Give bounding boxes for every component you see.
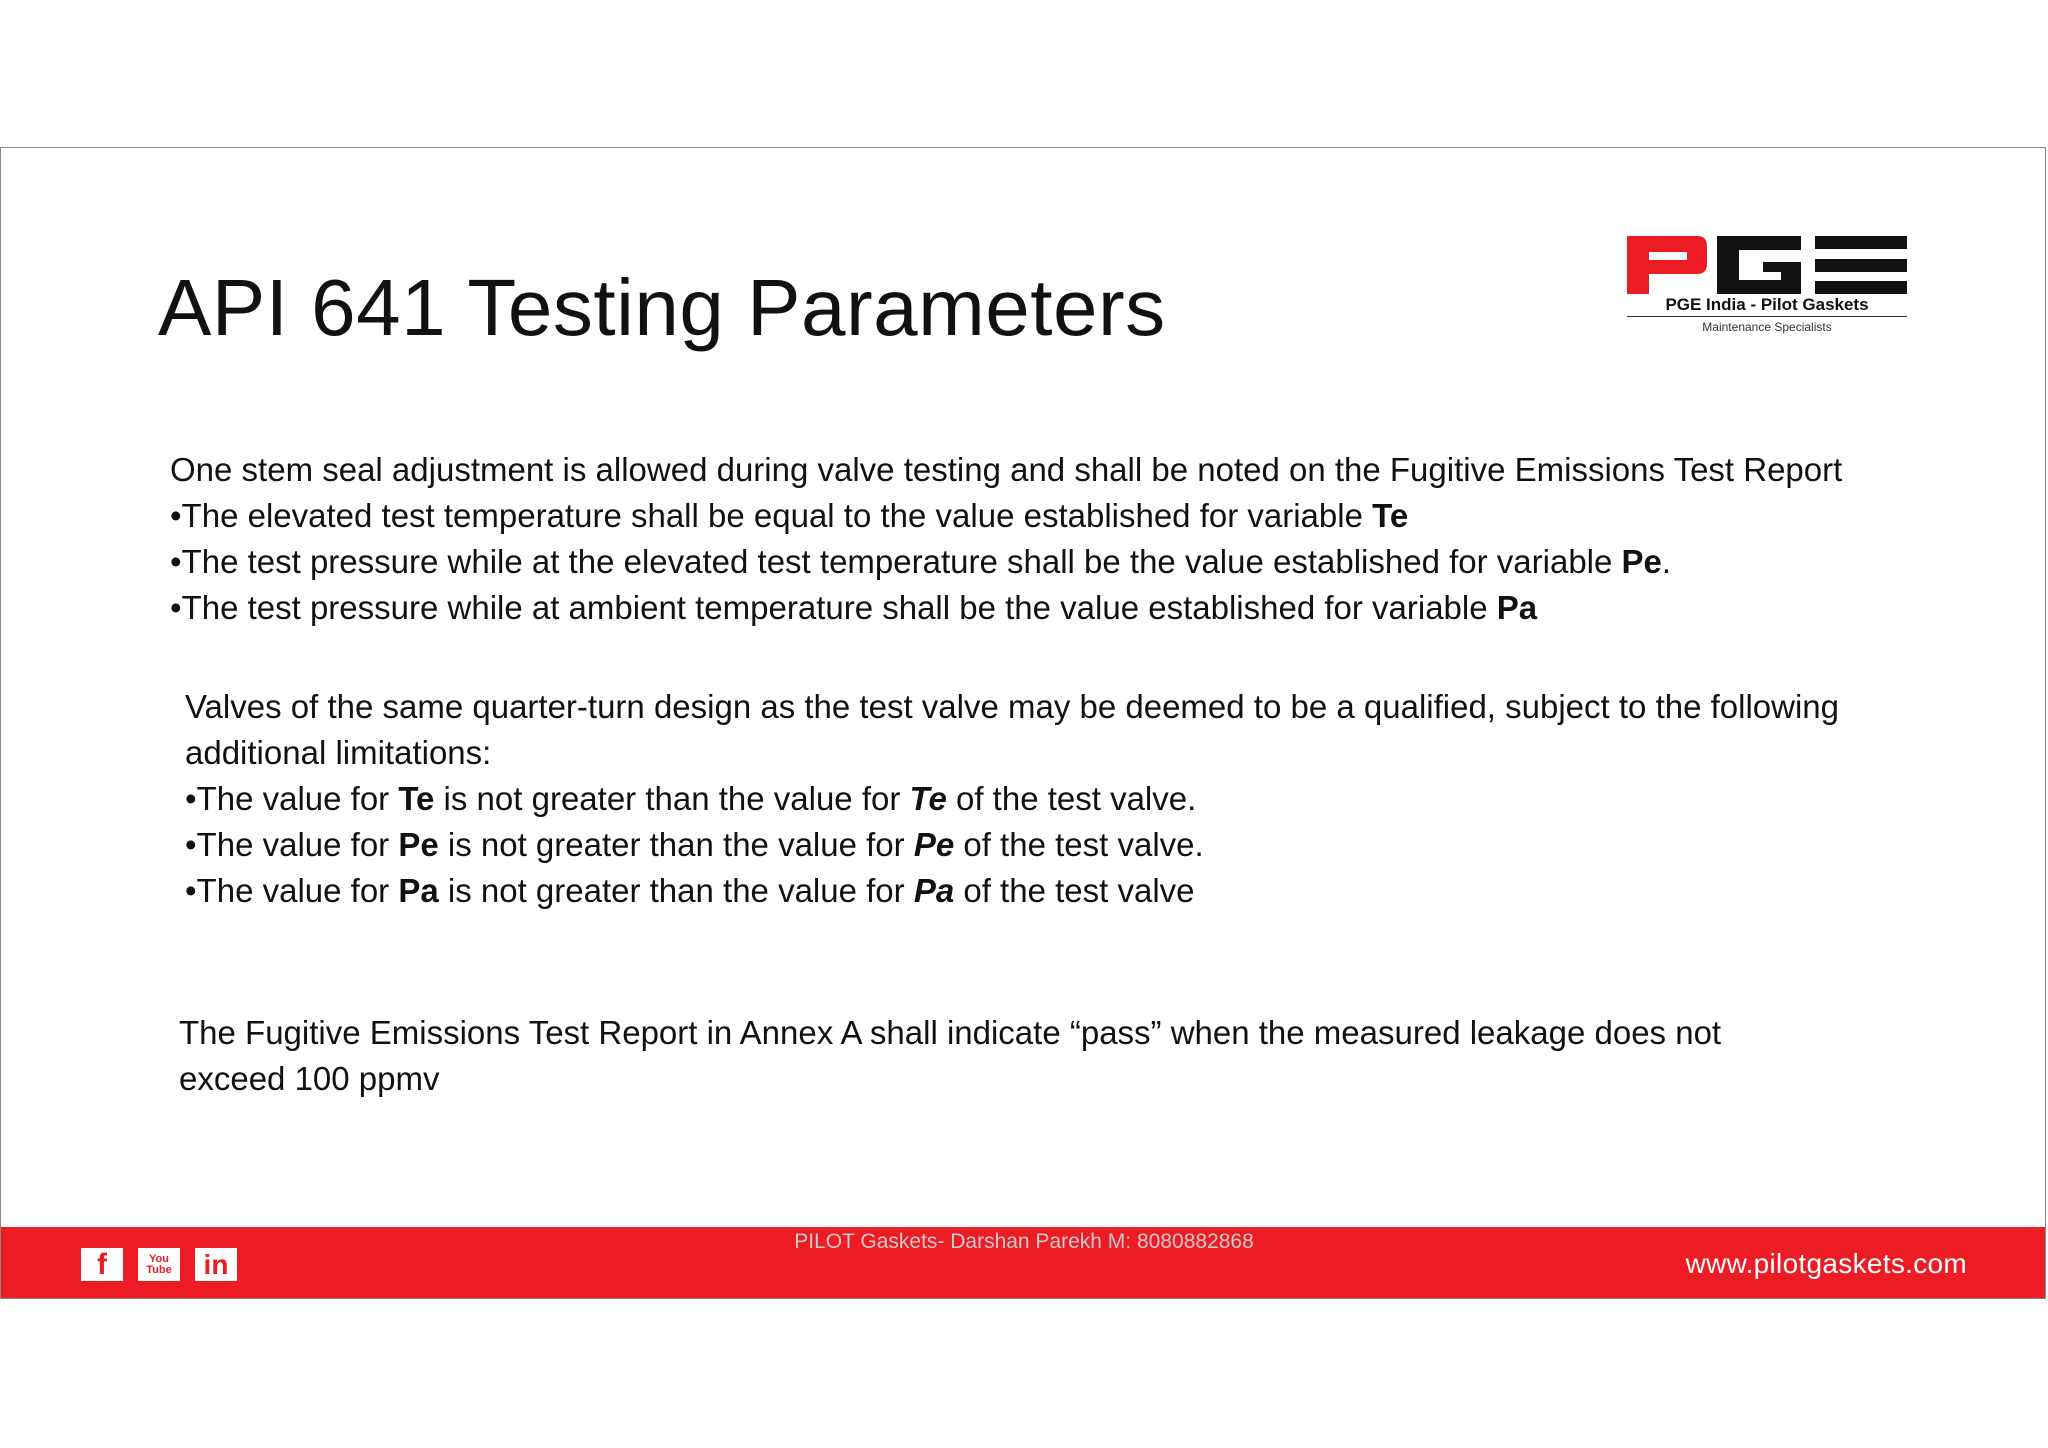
paragraph-pass-line2: exceed 100 ppmv — [179, 1060, 440, 1097]
bullet-limit-pa — [185, 868, 1839, 914]
bullet-middle: is not greater than the value for — [438, 826, 914, 863]
content-block-pass-criteria — [179, 1010, 1721, 1102]
footer-bar — [1, 1227, 2046, 1299]
variable-te-italic: Te — [909, 780, 947, 817]
bullet-text: •The test pressure while at ambient temperature shall be the value established for variable — [170, 589, 1497, 626]
bullet-text: •The test pressure while at the elevated test temperature shall be the value established for variable — [170, 543, 1622, 580]
pge-logo-mark — [1625, 234, 1909, 296]
variable-pe: Pe — [1621, 543, 1662, 580]
facebook-icon[interactable]: f — [81, 1248, 123, 1281]
bullet-text: •The elevated test temperature shall be equal to the value established for variable — [170, 497, 1373, 534]
logo-brand-name: PGE India - Pilot Gaskets — [1627, 295, 1907, 317]
footer-credit: PILOT Gaskets- Darshan Parekh M: 8080882868 — [794, 1230, 1254, 1253]
bullet-ambient-pressure — [170, 585, 1842, 631]
bullet-suffix: of the test valve — [954, 872, 1195, 909]
slide-title: API 641 Testing Parameters — [158, 263, 1166, 352]
bullet-prefix: •The value for — [185, 872, 399, 909]
variable-te: Te — [1372, 497, 1409, 534]
paragraph-qualification-line1: Valves of the same quarter-turn design as the test valve may be deemed to be a qualified, subject to the following — [185, 688, 1840, 725]
bullet-prefix: •The value for — [185, 826, 399, 863]
youtube-icon[interactable] — [138, 1248, 180, 1281]
bullet-suffix: of the test valve. — [946, 780, 1197, 817]
website-link[interactable]: www.pilotgaskets.com — [1685, 1248, 1967, 1279]
bullet-limit-pe — [185, 822, 1839, 868]
youtube-label-top: You — [149, 1252, 169, 1265]
content-block-stem-seal — [170, 447, 1842, 631]
bullet-middle: is not greater than the value for — [434, 780, 910, 817]
variable-pa-italic: Pa — [913, 872, 955, 909]
bullet-elevated-pressure — [170, 539, 1842, 585]
bullet-end: . — [1661, 543, 1672, 580]
bullet-middle: is not greater than the value for — [438, 872, 914, 909]
paragraph-qualification-line2: additional limitations: — [185, 734, 492, 771]
youtube-label-bottom: Tube — [146, 1263, 172, 1276]
paragraph-pass-line1: The Fugitive Emissions Test Report in Annex A shall indicate “pass” when the measured leakage does not — [179, 1014, 1722, 1051]
slide — [0, 147, 2046, 1299]
variable-pe: Pe — [398, 826, 439, 863]
variable-pe-italic: Pe — [913, 826, 955, 863]
bullet-prefix: •The value for — [185, 780, 399, 817]
variable-pa: Pa — [398, 872, 439, 909]
variable-pa: Pa — [1496, 589, 1538, 626]
linkedin-icon[interactable]: in — [195, 1248, 237, 1281]
content-block-qualification — [185, 684, 1839, 914]
variable-te: Te — [398, 780, 435, 817]
bullet-elevated-temperature — [170, 493, 1842, 539]
bullet-suffix: of the test valve. — [954, 826, 1204, 863]
logo-tagline: Maintenance Specialists — [1702, 320, 1832, 334]
bullet-limit-te — [185, 776, 1839, 822]
pge-logo — [1625, 234, 1909, 340]
paragraph-intro: One stem seal adjustment is allowed during valve testing and shall be noted on the Fugitive Emissions Test Report — [170, 451, 1843, 488]
